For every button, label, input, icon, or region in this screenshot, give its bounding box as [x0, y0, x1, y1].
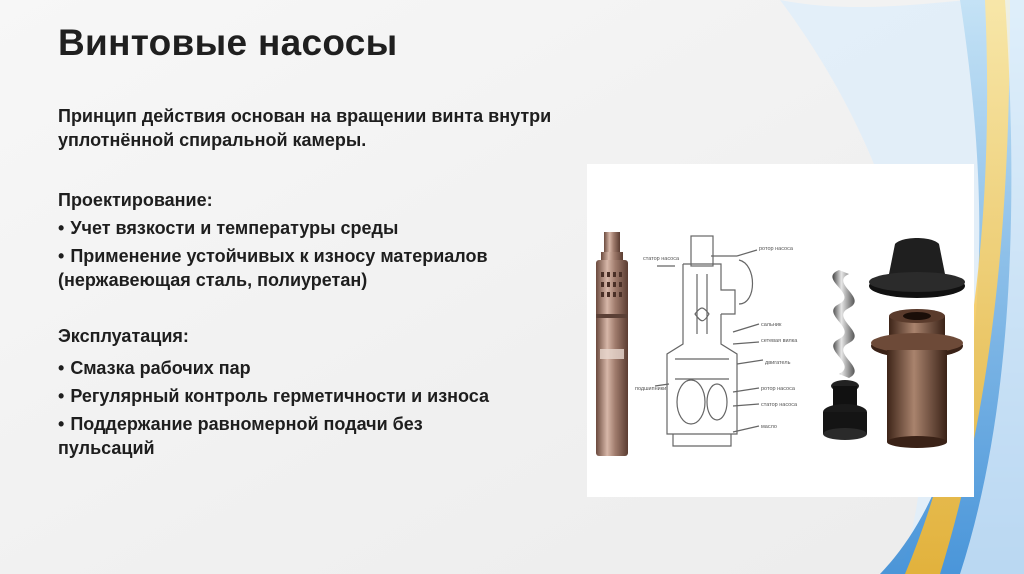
design-list [58, 216, 578, 296]
list-item: • Смазка рабочих пар [58, 358, 251, 378]
screw-rotor-icon [823, 270, 867, 440]
label-rotor: ротор насоса [759, 246, 793, 252]
list-item: • Поддержание равномерной подачи без пульсаций [58, 414, 423, 458]
pump-illustration [587, 164, 974, 497]
pump-photo-panel [587, 164, 974, 497]
label-rotor2: ротор насоса [761, 386, 795, 392]
list-item: • Регулярный контроль герметичности и износа [58, 386, 490, 406]
submersible-pump-icon [596, 232, 628, 456]
operation-heading: Эксплуатация: [58, 326, 189, 346]
list-item: • Применение устойчивых к износу материалов (нержавеющая сталь, полиуретан) [58, 246, 488, 290]
operation-list [58, 356, 578, 464]
stator-parts-icon [869, 238, 965, 448]
diagram-labels [635, 246, 798, 430]
slide-title: Винтовые насосы [58, 22, 398, 63]
design-heading: Проектирование: [58, 190, 213, 210]
label-stator2: статор насоса [761, 402, 798, 408]
list-item: • Учет вязкости и температуры среды [58, 218, 399, 238]
label-net-fork: сетевая вилка [761, 338, 798, 344]
pump-cutaway-diagram [655, 236, 763, 446]
label-bearings: подшипники [635, 386, 667, 392]
label-motor: двигатель [765, 360, 791, 366]
label-oil: масло [761, 424, 777, 430]
label-seal: сальник [761, 322, 782, 328]
intro-text: Принцип действия основан на вращении винта внутри уплотнённой спиральной камеры. [58, 106, 552, 150]
label-stator: статор насоса [643, 256, 680, 262]
